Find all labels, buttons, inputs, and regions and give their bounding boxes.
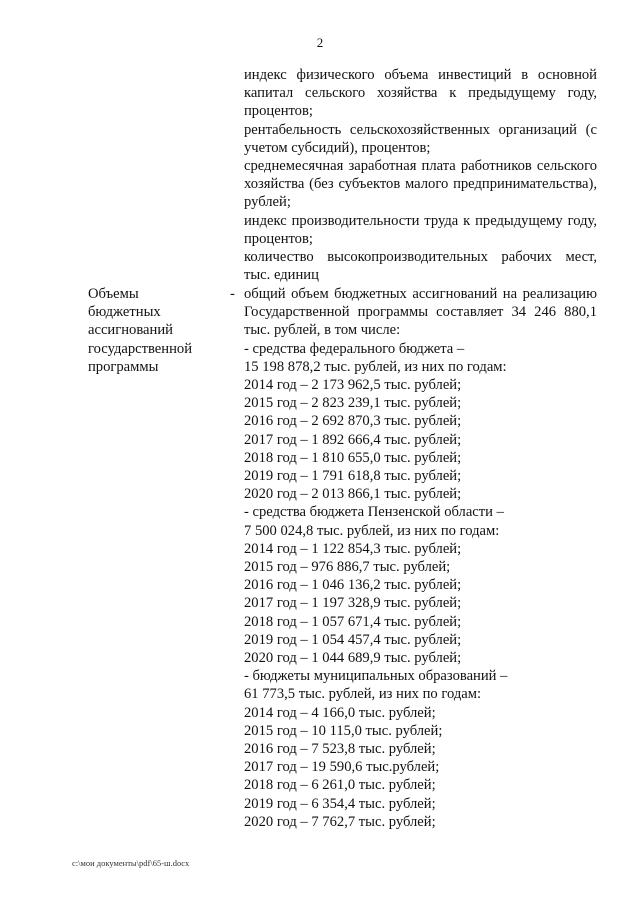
budget-lines <box>244 340 597 831</box>
budget-line: - средства бюджета Пензенской области – <box>244 504 504 521</box>
footer-file-path: c:\мои документы\pdf\65-ш.docx <box>72 858 190 868</box>
budget-line: 2014 год – 1 122 854,3 тыс. рублей; <box>244 540 462 557</box>
budget-line: - бюджеты муниципальных образований – <box>244 668 508 685</box>
budget-line: 2016 год – 7 523,8 тыс. рублей; <box>244 741 436 758</box>
budget-line: 2017 год – 1 892 666,4 тыс. рублей; <box>244 431 462 448</box>
budget-line: 2020 год – 2 013 866,1 тыс. рублей; <box>244 486 462 503</box>
budget-intro: общий объем бюджетных ассигнований на реализацию Государственной программы составляет 34 246 880,1 тыс. рублей, в том числе: <box>244 286 597 339</box>
page-number: 2 <box>316 35 324 50</box>
budget-label-line: программы <box>88 358 159 375</box>
budget-line: 2016 год – 1 046 136,2 тыс. рублей; <box>244 577 462 594</box>
budget-line: 2014 год – 2 173 962,5 тыс. рублей; <box>244 377 462 394</box>
budget-block <box>244 285 597 831</box>
budget-line: 2016 год – 2 692 870,3 тыс. рублей; <box>244 413 462 430</box>
budget-line: 2019 год – 1 791 618,8 тыс. рублей; <box>244 468 462 485</box>
budget-label-line: бюджетных <box>88 304 161 321</box>
budget-line: 2015 год – 10 115,0 тыс. рублей; <box>244 722 443 739</box>
indicator-item: индекс производительности труда к предыдущему году, процентов; <box>244 212 597 247</box>
label-dash: - <box>230 286 235 302</box>
budget-line: 2019 год – 1 054 457,4 тыс. рублей; <box>244 631 462 648</box>
budget-line: 2015 год – 976 886,7 тыс. рублей; <box>244 559 451 576</box>
budget-label-line: ассигнований <box>88 322 173 339</box>
indicator-item: среднемесячная заработная плата работников сельского хозяйства (без субъектов малого предпринимательства), рублей; <box>244 158 597 211</box>
indicator-item: количество высокопроизводительных рабочих мест, тыс. единиц <box>244 249 597 284</box>
budget-line: 2014 год – 4 166,0 тыс. рублей; <box>244 704 436 721</box>
budget-line: 2017 год – 19 590,6 тыс.рублей; <box>244 759 440 776</box>
budget-line: 2018 год – 1 057 671,4 тыс. рублей; <box>244 613 462 630</box>
budget-label-line: Объемы <box>88 286 139 302</box>
budget-line: 2018 год – 1 810 655,0 тыс. рублей; <box>244 449 462 466</box>
indicator-item: рентабельность сельскохозяйственных организаций (с учетом субсидий), процентов; <box>244 121 597 156</box>
budget-line: 2018 год – 6 261,0 тыс. рублей; <box>244 777 436 794</box>
budget-line: 2015 год – 2 823 239,1 тыс. рублей; <box>244 395 462 412</box>
budget-line: 2017 год – 1 197 328,9 тыс. рублей; <box>244 595 462 612</box>
budget-line: 2020 год – 7 762,7 тыс. рублей; <box>244 813 436 830</box>
budget-line: 15 198 878,2 тыс. рублей, из них по годам: <box>244 358 507 375</box>
budget-label-line: государственной <box>88 340 193 357</box>
indicator-item: индекс физического объема инвестиций в основной капитал сельского хозяйства к предыдущему году, процентов; <box>244 67 597 120</box>
budget-line: 2019 год – 6 354,4 тыс. рублей; <box>244 795 436 812</box>
budget-line: - средства федерального бюджета – <box>244 340 465 357</box>
budget-line: 7 500 024,8 тыс. рублей, из них по годам: <box>244 522 500 539</box>
budget-line: 2020 год – 1 044 689,9 тыс. рублей; <box>244 650 462 667</box>
budget-line: 61 773,5 тыс. рублей, из них по годам: <box>244 686 482 703</box>
budget-label <box>88 285 228 376</box>
indicators-block <box>244 66 597 284</box>
